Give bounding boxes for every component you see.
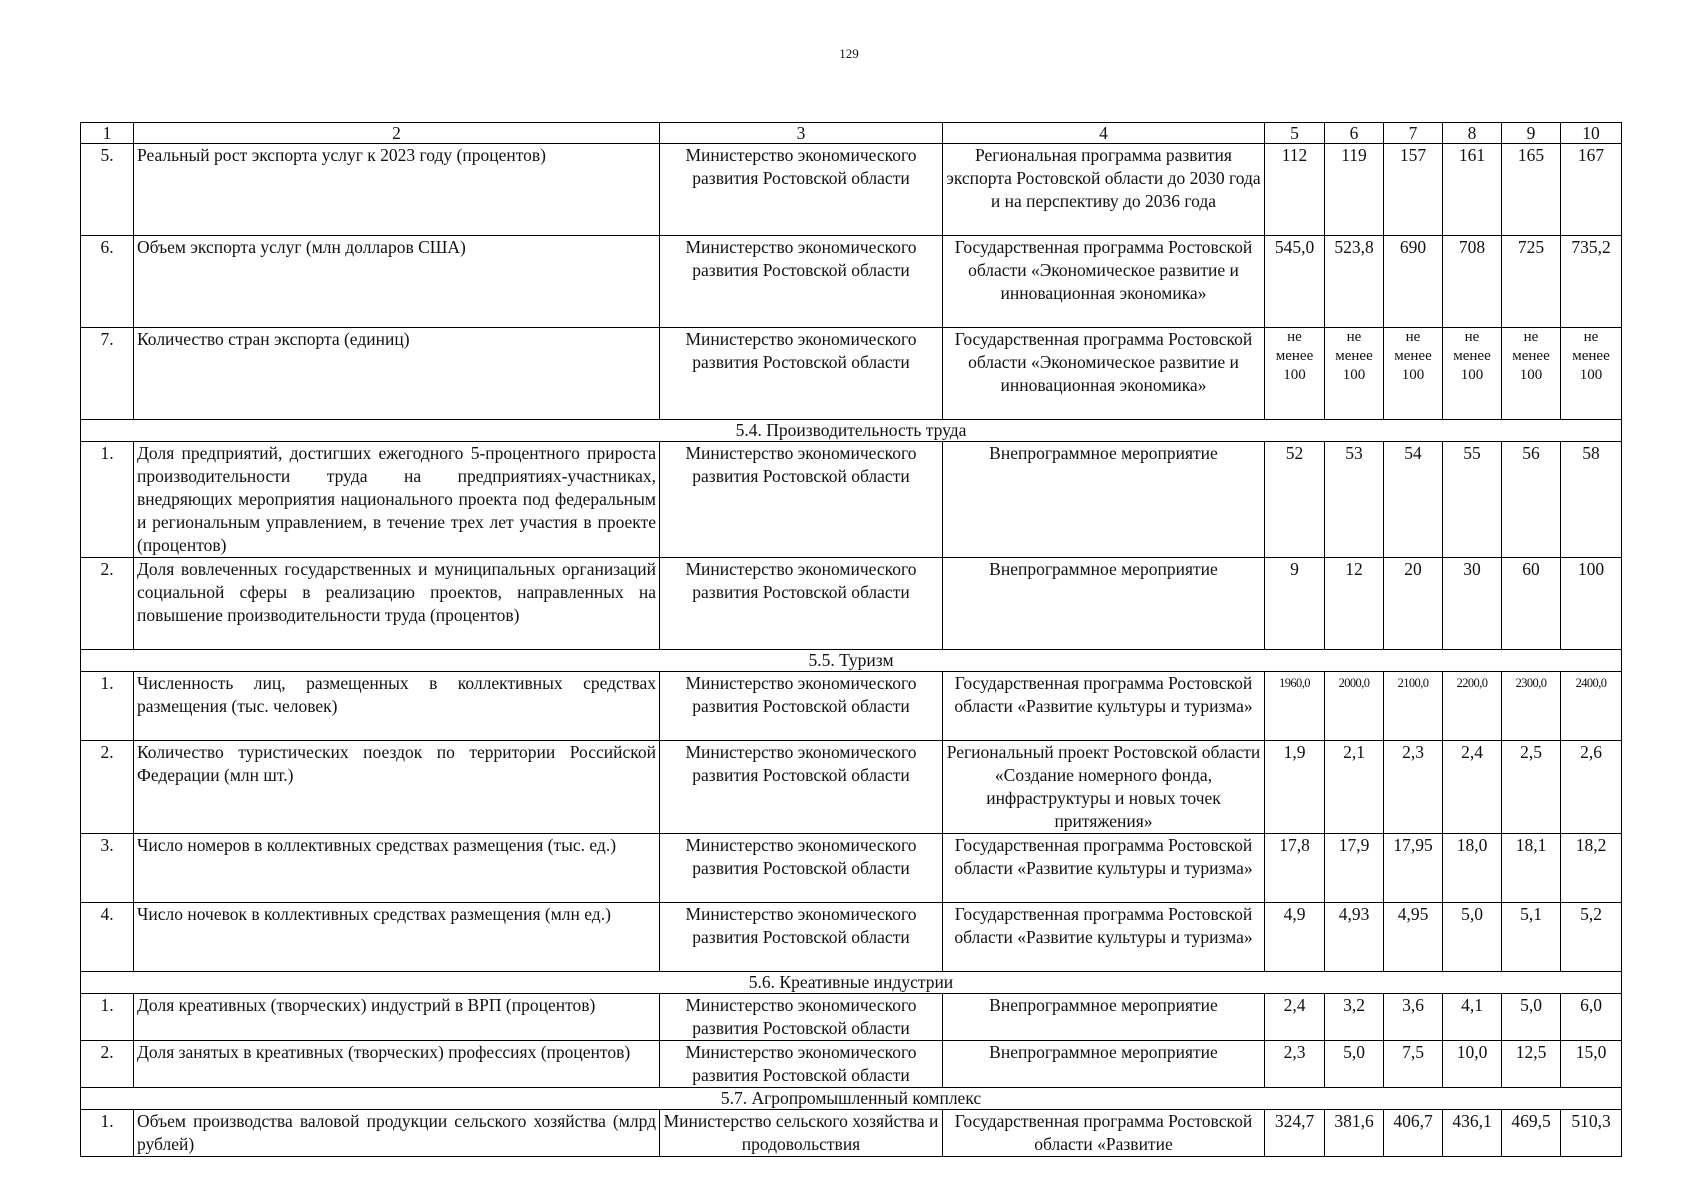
value-cell: 3,2 xyxy=(1325,994,1384,1041)
value-cell: 2,1 xyxy=(1325,741,1384,834)
value-cell: 15,0 xyxy=(1561,1041,1622,1088)
value-cell: 2300,0 xyxy=(1502,672,1561,741)
program-name: Государственная программа Ростовской области «Развитие культуры и туризма» xyxy=(943,672,1265,741)
value-cell: не менее 100 xyxy=(1325,328,1384,420)
value-cell: не менее 100 xyxy=(1384,328,1443,420)
row-number: 1. xyxy=(81,1110,134,1157)
responsible-body: Министерство экономического развития Ростовской области xyxy=(660,328,943,420)
value-cell: 20 xyxy=(1384,558,1443,650)
value-cell: 510,3 xyxy=(1561,1110,1622,1157)
indicator-name: Количество туристических поездок по территории Российской Федерации (млн шт.) xyxy=(134,741,660,834)
table-row xyxy=(81,328,1622,420)
header-cell: 6 xyxy=(1325,123,1384,144)
program-name: Государственная программа Ростовской области «Экономическое развитие и инновационная экономика» xyxy=(943,328,1265,420)
table-row xyxy=(81,1041,1622,1088)
value-cell: 112 xyxy=(1265,144,1325,236)
value-cell: 469,5 xyxy=(1502,1110,1561,1157)
indicator-name: Объем экспорта услуг (млн долларов США) xyxy=(134,236,660,328)
value-cell: 5,0 xyxy=(1325,1041,1384,1088)
value-cell: 545,0 xyxy=(1265,236,1325,328)
section-title: 5.5. Туризм xyxy=(81,650,1622,672)
value-cell: 4,1 xyxy=(1443,994,1502,1041)
header-cell: 9 xyxy=(1502,123,1561,144)
value-cell: 7,5 xyxy=(1384,1041,1443,1088)
program-name: Государственная программа Ростовской области «Экономическое развитие и инновационная экономика» xyxy=(943,236,1265,328)
row-number: 3. xyxy=(81,834,134,903)
program-name: Государственная программа Ростовской области «Развитие культуры и туризма» xyxy=(943,903,1265,972)
value-cell: не менее 100 xyxy=(1265,328,1325,420)
value-cell: 52 xyxy=(1265,442,1325,558)
value-cell: 165 xyxy=(1502,144,1561,236)
value-cell: 5,2 xyxy=(1561,903,1622,972)
value-cell: 60 xyxy=(1502,558,1561,650)
value-cell: 54 xyxy=(1384,442,1443,558)
value-cell: 30 xyxy=(1443,558,1502,650)
row-number: 7. xyxy=(81,328,134,420)
row-number: 2. xyxy=(81,558,134,650)
table-row xyxy=(81,903,1622,972)
value-cell: 167 xyxy=(1561,144,1622,236)
row-number: 2. xyxy=(81,741,134,834)
value-cell: 708 xyxy=(1443,236,1502,328)
indicator-name: Доля занятых в креативных (творческих) профессиях (процентов) xyxy=(134,1041,660,1088)
indicators-table xyxy=(80,122,1622,1157)
program-name: Региональный проект Ростовской области «Создание номерного фонда, инфраструктуры и новых точек притяжения» xyxy=(943,741,1265,834)
value-cell: 2,3 xyxy=(1265,1041,1325,1088)
row-number: 1. xyxy=(81,994,134,1041)
value-cell: 157 xyxy=(1384,144,1443,236)
responsible-body: Министерство экономического развития Ростовской области xyxy=(660,1041,943,1088)
responsible-body: Министерство экономического развития Ростовской области xyxy=(660,236,943,328)
value-cell: 56 xyxy=(1502,442,1561,558)
program-name: Внепрограммное мероприятие xyxy=(943,442,1265,558)
value-cell: 436,1 xyxy=(1443,1110,1502,1157)
program-name: Внепрограммное мероприятие xyxy=(943,994,1265,1041)
table-row xyxy=(81,144,1622,236)
responsible-body: Министерство сельского хозяйства и продовольствия xyxy=(660,1110,943,1157)
indicator-name: Реальный рост экспорта услуг к 2023 году (процентов) xyxy=(134,144,660,236)
table-row xyxy=(81,834,1622,903)
header-cell: 4 xyxy=(943,123,1265,144)
value-cell: 2100,0 xyxy=(1384,672,1443,741)
value-cell: 17,9 xyxy=(1325,834,1384,903)
value-cell: 3,6 xyxy=(1384,994,1443,1041)
value-cell: 10,0 xyxy=(1443,1041,1502,1088)
responsible-body: Министерство экономического развития Ростовской области xyxy=(660,741,943,834)
responsible-body: Министерство экономического развития Ростовской области xyxy=(660,903,943,972)
value-cell: 725 xyxy=(1502,236,1561,328)
header-cell: 1 xyxy=(81,123,134,144)
section-heading-row xyxy=(81,1088,1622,1110)
value-cell: 4,93 xyxy=(1325,903,1384,972)
value-cell: 381,6 xyxy=(1325,1110,1384,1157)
row-number: 5. xyxy=(81,144,134,236)
indicator-name: Объем производства валовой продукции сельского хозяйства (млрд рублей) xyxy=(134,1110,660,1157)
indicator-name: Доля креативных (творческих) индустрий в ВРП (процентов) xyxy=(134,994,660,1041)
value-cell: 406,7 xyxy=(1384,1110,1443,1157)
header-cell: 2 xyxy=(134,123,660,144)
header-cell: 7 xyxy=(1384,123,1443,144)
value-cell: 2,4 xyxy=(1265,994,1325,1041)
value-cell: 17,95 xyxy=(1384,834,1443,903)
section-heading-row xyxy=(81,420,1622,442)
value-cell: 5,0 xyxy=(1443,903,1502,972)
value-cell: 18,0 xyxy=(1443,834,1502,903)
row-number: 2. xyxy=(81,1041,134,1088)
value-cell: 1960,0 xyxy=(1265,672,1325,741)
value-cell: 9 xyxy=(1265,558,1325,650)
responsible-body: Министерство экономического развития Ростовской области xyxy=(660,144,943,236)
value-cell: 1,9 xyxy=(1265,741,1325,834)
value-cell: 17,8 xyxy=(1265,834,1325,903)
table-row xyxy=(81,558,1622,650)
header-cell: 10 xyxy=(1561,123,1622,144)
value-cell: 5,0 xyxy=(1502,994,1561,1041)
value-cell: 12 xyxy=(1325,558,1384,650)
program-name: Государственная программа Ростовской области «Развитие культуры и туризма» xyxy=(943,834,1265,903)
row-number: 6. xyxy=(81,236,134,328)
program-name: Региональная программа развития экспорта Ростовской области до 2030 года и на перспективу до 2036 года xyxy=(943,144,1265,236)
value-cell: 55 xyxy=(1443,442,1502,558)
indicator-name: Количество стран экспорта (единиц) xyxy=(134,328,660,420)
table-row xyxy=(81,741,1622,834)
responsible-body: Министерство экономического развития Ростовской области xyxy=(660,442,943,558)
program-name: Государственная программа Ростовской области «Развитие xyxy=(943,1110,1265,1157)
value-cell: 690 xyxy=(1384,236,1443,328)
program-name: Внепрограммное мероприятие xyxy=(943,558,1265,650)
responsible-body: Министерство экономического развития Ростовской области xyxy=(660,834,943,903)
value-cell: 12,5 xyxy=(1502,1041,1561,1088)
row-number: 1. xyxy=(81,672,134,741)
column-number-header-row xyxy=(81,123,1622,144)
indicator-name: Численность лиц, размещенных в коллективных средствах размещения (тыс. человек) xyxy=(134,672,660,741)
responsible-body: Министерство экономического развития Ростовской области xyxy=(660,672,943,741)
value-cell: 2,4 xyxy=(1443,741,1502,834)
section-title: 5.7. Агропромышленный комплекс xyxy=(81,1088,1622,1110)
table-row xyxy=(81,994,1622,1041)
section-title: 5.4. Производительность труда xyxy=(81,420,1622,442)
program-name: Внепрограммное мероприятие xyxy=(943,1041,1265,1088)
value-cell: 2,3 xyxy=(1384,741,1443,834)
value-cell: 2000,0 xyxy=(1325,672,1384,741)
value-cell: 53 xyxy=(1325,442,1384,558)
responsible-body: Министерство экономического развития Ростовской области xyxy=(660,994,943,1041)
indicator-name: Число номеров в коллективных средствах размещения (тыс. ед.) xyxy=(134,834,660,903)
table-row xyxy=(81,442,1622,558)
value-cell: 2400,0 xyxy=(1561,672,1622,741)
value-cell: 100 xyxy=(1561,558,1622,650)
value-cell: 4,9 xyxy=(1265,903,1325,972)
responsible-body: Министерство экономического развития Ростовской области xyxy=(660,558,943,650)
header-cell: 5 xyxy=(1265,123,1325,144)
indicator-name: Доля предприятий, достигших ежегодного 5-процентного прироста производительности труда на предприятиях-участниках, внедряющих мероприятия национального проекта под федеральным и региональным управлением, в течение трех лет участия в проекте (процентов) xyxy=(134,442,660,558)
value-cell: 2,6 xyxy=(1561,741,1622,834)
value-cell: 4,95 xyxy=(1384,903,1443,972)
value-cell: 18,1 xyxy=(1502,834,1561,903)
value-cell: 2,5 xyxy=(1502,741,1561,834)
value-cell: 2200,0 xyxy=(1443,672,1502,741)
value-cell: 523,8 xyxy=(1325,236,1384,328)
indicator-name: Число ночевок в коллективных средствах размещения (млн ед.) xyxy=(134,903,660,972)
value-cell: не менее 100 xyxy=(1443,328,1502,420)
value-cell: 119 xyxy=(1325,144,1384,236)
value-cell: 161 xyxy=(1443,144,1502,236)
section-heading-row xyxy=(81,972,1622,994)
page-number: 129 xyxy=(839,46,859,61)
value-cell: не менее 100 xyxy=(1502,328,1561,420)
row-number: 4. xyxy=(81,903,134,972)
indicator-name: Доля вовлеченных государственных и муниципальных организаций социальной сферы в реализацию проектов, направленных на повышение производительности труда (процентов) xyxy=(134,558,660,650)
section-heading-row xyxy=(81,650,1622,672)
value-cell: 18,2 xyxy=(1561,834,1622,903)
table-row xyxy=(81,236,1622,328)
header-cell: 8 xyxy=(1443,123,1502,144)
value-cell: 6,0 xyxy=(1561,994,1622,1041)
value-cell: 324,7 xyxy=(1265,1110,1325,1157)
section-title: 5.6. Креативные индустрии xyxy=(81,972,1622,994)
table-row xyxy=(81,672,1622,741)
header-cell: 3 xyxy=(660,123,943,144)
table-row xyxy=(81,1110,1622,1157)
value-cell: не менее 100 xyxy=(1561,328,1622,420)
value-cell: 58 xyxy=(1561,442,1622,558)
value-cell: 5,1 xyxy=(1502,903,1561,972)
row-number: 1. xyxy=(81,442,134,558)
value-cell: 735,2 xyxy=(1561,236,1622,328)
